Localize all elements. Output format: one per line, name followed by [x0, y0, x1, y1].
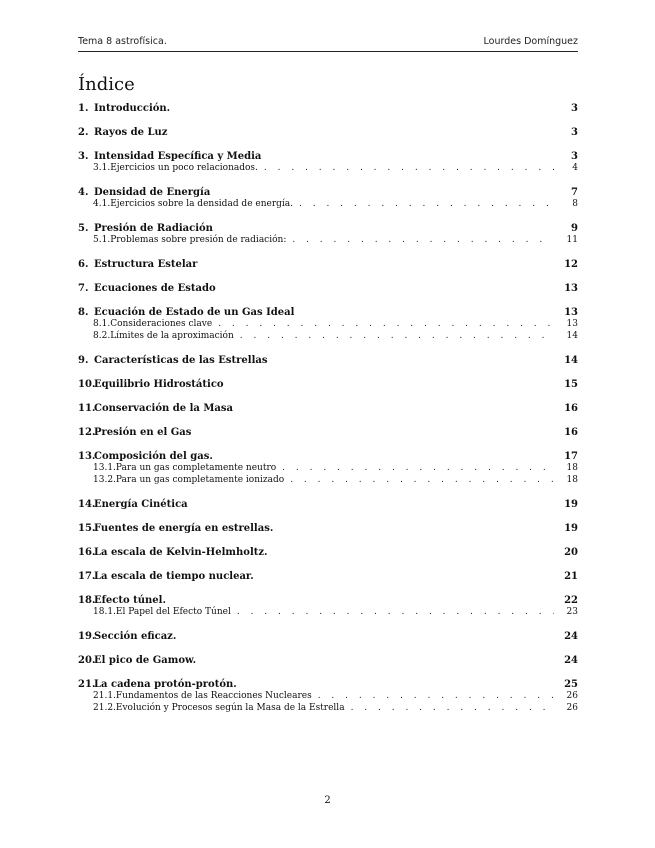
toc-entry-number: 8.1.	[93, 319, 111, 329]
toc-spacer	[78, 247, 578, 259]
toc-spacer	[78, 535, 578, 547]
toc-entry-page: 14	[566, 331, 578, 341]
toc-section-entry[interactable]	[78, 427, 578, 439]
toc-entry-label: Estructura Estelar	[94, 259, 198, 270]
toc-entry-number: 8.	[78, 307, 89, 318]
toc-dot-leader	[299, 199, 554, 209]
toc-entry-label: Ecuaciones de Estado	[94, 283, 216, 294]
header-right: Lourdes Domínguez	[483, 36, 578, 47]
toc-section-entry[interactable]	[78, 523, 578, 535]
toc-dot-leader	[240, 331, 554, 341]
toc-entry-page: 9	[571, 223, 578, 234]
toc-entry-page: 8	[572, 199, 578, 209]
toc-entry-number: 3.	[78, 151, 89, 162]
toc-section-entry[interactable]	[78, 187, 578, 199]
toc-entry-number: 4.1.	[93, 199, 111, 209]
toc-entry-page: 7	[571, 187, 578, 198]
toc-entry-label: Efecto túnel.	[94, 595, 166, 606]
toc-entry-page: 16	[564, 403, 578, 414]
toc-entry-number: 21.1.	[93, 691, 116, 701]
toc-dot-leader	[290, 475, 554, 485]
toc-entry-page: 12	[564, 259, 578, 270]
toc-dot-leader	[292, 235, 554, 245]
toc-section-entry[interactable]	[78, 595, 578, 607]
toc-title: Índice	[78, 74, 135, 95]
toc-entry-number: 10.	[78, 379, 96, 390]
toc-spacer	[78, 487, 578, 499]
toc-entry-label: Presión de Radiación	[94, 223, 213, 234]
toc-section-entry[interactable]	[78, 379, 578, 391]
toc-entry-number: 5.1.	[93, 235, 111, 245]
toc-entry-number: 12.	[78, 427, 96, 438]
toc-section-entry[interactable]	[78, 223, 578, 235]
toc-section-entry[interactable]	[78, 499, 578, 511]
toc-entry-page: 26	[566, 691, 578, 701]
toc-dot-leader	[351, 703, 554, 713]
toc-entry-number: 20.	[78, 655, 96, 666]
toc-entry-label: Límites de la aproximación	[110, 331, 234, 341]
toc-spacer	[78, 211, 578, 223]
toc-entry-label: Rayos de Luz	[94, 127, 168, 138]
header-left: Tema 8 astrofísica.	[78, 36, 167, 47]
toc-subsection-entry[interactable]	[78, 475, 578, 487]
toc-entry-label: Consideraciones clave	[110, 319, 213, 329]
toc-entry-page: 19	[564, 523, 578, 534]
toc-spacer	[78, 391, 578, 403]
toc-entry-page: 24	[564, 655, 578, 666]
toc-spacer	[78, 583, 578, 595]
toc-entry-label: Sección eficaz.	[94, 631, 177, 642]
toc-entry-number: 16.	[78, 547, 96, 558]
toc-entry-label: Para un gas completamente ionizado	[115, 475, 285, 485]
toc-entry-page: 13	[564, 307, 578, 318]
toc-entry-page: 18	[566, 463, 578, 473]
toc-entry-page: 3	[571, 127, 578, 138]
toc-entry-number: 9.	[78, 355, 89, 366]
toc-spacer	[78, 175, 578, 187]
toc-section-entry[interactable]	[78, 571, 578, 583]
toc-subsection-entry[interactable]	[78, 691, 578, 703]
toc-entry-label: Para un gas completamente neutro	[115, 463, 277, 473]
toc-dot-leader	[318, 691, 554, 701]
toc-section-entry[interactable]	[78, 355, 578, 367]
toc-entry-page: 22	[564, 595, 578, 606]
toc-subsection-entry[interactable]	[78, 331, 578, 343]
page-number: 2	[324, 795, 331, 806]
toc-section-entry[interactable]	[78, 655, 578, 667]
toc-spacer	[78, 511, 578, 523]
header-rule	[78, 51, 578, 52]
toc-entry-label: Intensidad Específica y Media	[94, 151, 262, 162]
toc-entry-number: 14.	[78, 499, 96, 510]
toc-section-entry[interactable]	[78, 451, 578, 463]
toc-spacer	[78, 415, 578, 427]
toc-spacer	[78, 643, 578, 655]
toc-entry-number: 13.1.	[93, 463, 116, 473]
toc-entry-label: La escala de tiempo nuclear.	[94, 571, 254, 582]
toc-spacer	[78, 115, 578, 127]
page-header	[78, 36, 578, 47]
toc-entry-number: 13.	[78, 451, 96, 462]
toc-spacer	[78, 139, 578, 151]
toc-section-entry[interactable]	[78, 151, 578, 163]
toc-section-entry[interactable]	[78, 283, 578, 295]
toc-entry-number: 18.1.	[93, 607, 116, 617]
toc-entry-number: 7.	[78, 283, 89, 294]
toc-entry-page: 26	[566, 703, 578, 713]
toc-entry-label: Ejercicios sobre la densidad de energía.	[110, 199, 293, 209]
toc-entry-number: 5.	[78, 223, 89, 234]
toc-entry-number: 13.2.	[93, 475, 116, 485]
toc-entry-label: La cadena protón-protón.	[94, 679, 237, 690]
toc-section-entry[interactable]	[78, 127, 578, 139]
toc-entry-label: Fuentes de energía en estrellas.	[94, 523, 274, 534]
toc-section-entry[interactable]	[78, 103, 578, 115]
toc-entry-number: 17.	[78, 571, 96, 582]
toc-entry-page: 3	[571, 103, 578, 114]
toc-subsection-entry[interactable]	[78, 163, 578, 175]
toc-entry-number: 19.	[78, 631, 96, 642]
toc-section-entry[interactable]	[78, 259, 578, 271]
toc-spacer	[78, 271, 578, 283]
toc-entry-label: El Papel del Efecto Túnel	[115, 607, 231, 617]
toc-entry-page: 13	[564, 283, 578, 294]
toc-entry-label: Fundamentos de las Reacciones Nucleares	[115, 691, 312, 701]
toc-subsection-entry[interactable]	[78, 319, 578, 331]
toc-entry-label: Conservación de la Masa	[94, 403, 234, 414]
toc-section-entry[interactable]	[78, 679, 578, 691]
toc-entry-page: 13	[566, 319, 578, 329]
toc-entry-page: 3	[571, 151, 578, 162]
toc-entry-number: 11.	[78, 403, 96, 414]
toc-dot-leader	[237, 607, 554, 617]
toc-entry-page: 24	[564, 631, 578, 642]
toc-spacer	[78, 667, 578, 679]
toc-entry-label: Equilibrio Hidrostático	[94, 379, 224, 390]
toc-entry-label: Ejercicios un poco relacionados.	[110, 163, 258, 173]
toc-entry-label: El pico de Gamow.	[94, 655, 197, 666]
toc-entry-page: 4	[572, 163, 578, 173]
toc-entry-page: 18	[566, 475, 578, 485]
toc-section-entry[interactable]	[78, 403, 578, 415]
toc-entry-number: 21.2.	[93, 703, 116, 713]
toc-entry-label: Problemas sobre presión de radiación:	[110, 235, 287, 245]
toc-spacer	[78, 619, 578, 631]
toc-entry-label: Introducción.	[94, 103, 171, 114]
toc-entry-label: Densidad de Energía	[94, 187, 211, 198]
toc-entry-number: 18.	[78, 595, 96, 606]
toc-entry-page: 23	[566, 607, 578, 617]
table-of-contents	[78, 103, 578, 715]
toc-subsection-entry[interactable]	[78, 607, 578, 619]
toc-entry-page: 15	[564, 379, 578, 390]
toc-entry-number: 4.	[78, 187, 89, 198]
toc-subsection-entry[interactable]	[78, 463, 578, 475]
toc-dot-leader	[218, 319, 554, 329]
toc-entry-label: Energía Cinética	[94, 499, 188, 510]
toc-entry-page: 19	[564, 499, 578, 510]
toc-entry-page: 20	[564, 547, 578, 558]
toc-entry-label: Composición del gas.	[94, 451, 213, 462]
toc-subsection-entry[interactable]	[78, 703, 578, 715]
toc-entry-number: 6.	[78, 259, 89, 270]
toc-spacer	[78, 439, 578, 451]
toc-entry-number: 8.2.	[93, 331, 111, 341]
toc-spacer	[78, 367, 578, 379]
toc-entry-number: 3.1.	[93, 163, 111, 173]
toc-spacer	[78, 295, 578, 307]
toc-entry-page: 25	[564, 679, 578, 690]
toc-entry-page: 16	[564, 427, 578, 438]
toc-entry-page: 21	[564, 571, 578, 582]
toc-entry-number: 2.	[78, 127, 89, 138]
toc-section-entry[interactable]	[78, 307, 578, 319]
toc-dot-leader	[264, 163, 554, 173]
toc-entry-number: 15.	[78, 523, 96, 534]
toc-entry-page: 14	[564, 355, 578, 366]
toc-entry-label: Evolución y Procesos según la Masa de la Estrella	[115, 703, 345, 713]
toc-entry-page: 11	[566, 235, 578, 245]
toc-entry-number: 21.	[78, 679, 96, 690]
toc-spacer	[78, 559, 578, 571]
toc-dot-leader	[282, 463, 554, 473]
toc-section-entry[interactable]	[78, 631, 578, 643]
toc-spacer	[78, 343, 578, 355]
toc-section-entry[interactable]	[78, 547, 578, 559]
toc-entry-label: Características de las Estrellas	[94, 355, 268, 366]
toc-entry-label: Presión en el Gas	[94, 427, 192, 438]
toc-subsection-entry[interactable]	[78, 235, 578, 247]
toc-entry-label: La escala de Kelvin-Helmholtz.	[94, 547, 268, 558]
toc-subsection-entry[interactable]	[78, 199, 578, 211]
toc-entry-number: 1.	[78, 103, 89, 114]
toc-entry-page: 17	[564, 451, 578, 462]
toc-entry-label: Ecuación de Estado de un Gas Ideal	[94, 307, 295, 318]
